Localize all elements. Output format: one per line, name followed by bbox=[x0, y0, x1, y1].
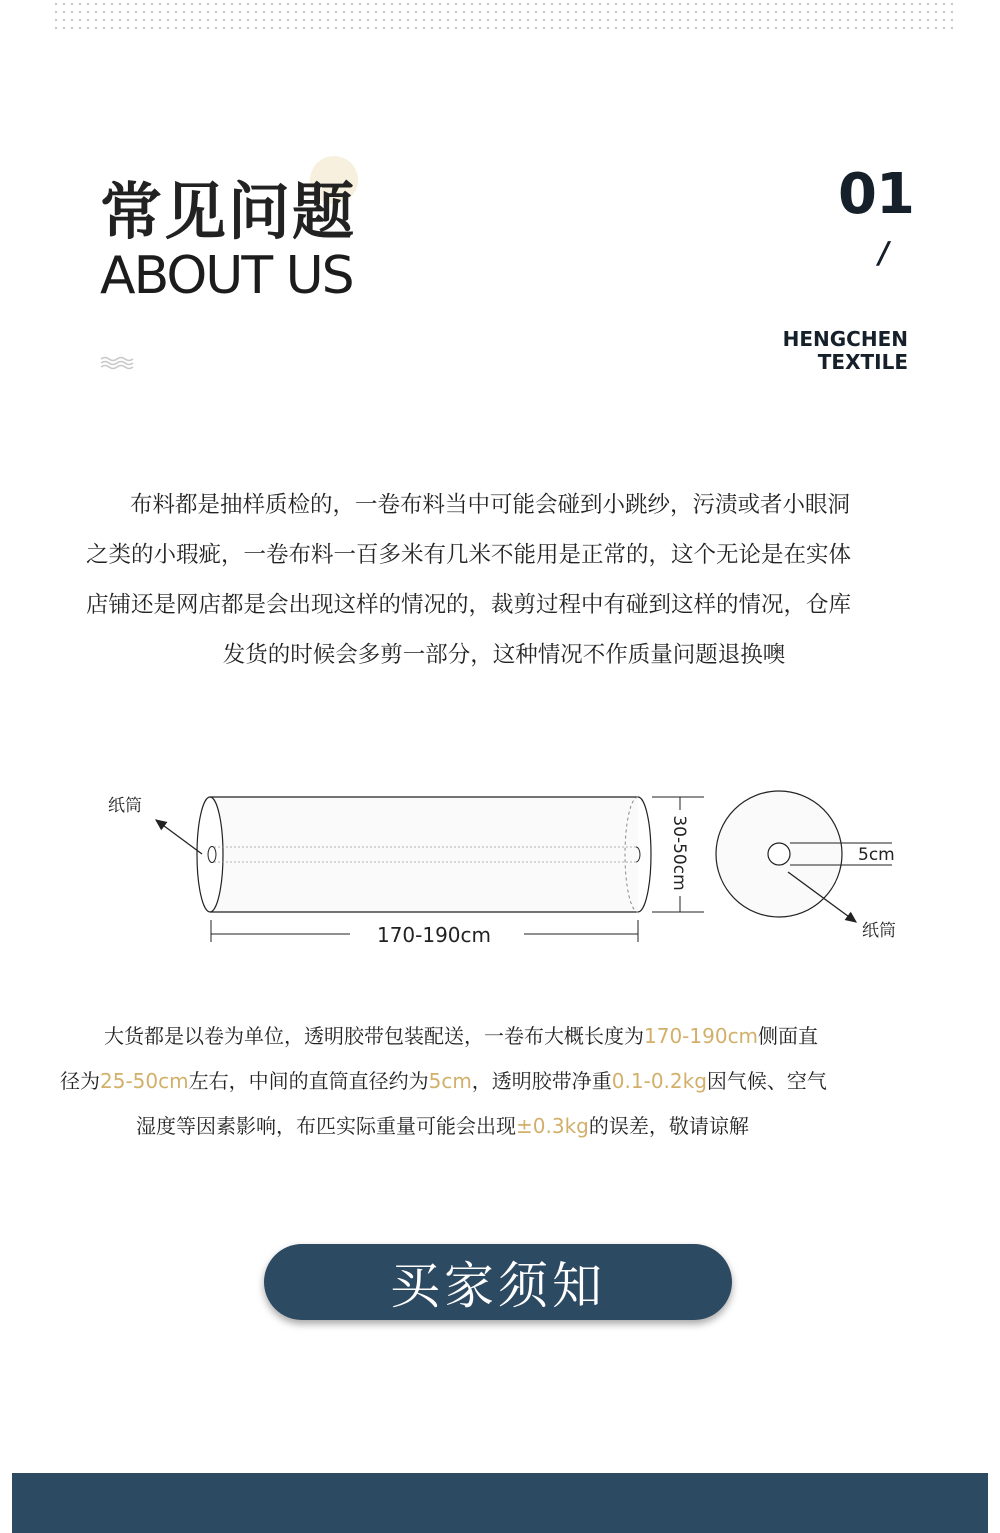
roll-side-view bbox=[156, 797, 651, 912]
specs-text: 径为 bbox=[60, 1069, 100, 1093]
weight-tolerance-value: ±0.3kg bbox=[516, 1114, 589, 1138]
specs-line bbox=[60, 1059, 900, 1104]
brand-line-2: TEXTILE bbox=[817, 350, 908, 374]
dot-pattern-decoration bbox=[52, 0, 958, 32]
specs-line bbox=[60, 1014, 900, 1059]
core-diameter-label: 5cm bbox=[858, 845, 895, 865]
length-label: 170-190cm bbox=[376, 923, 492, 947]
specs-text: 大货都是以卷为单位，透明胶带包装配送，一卷布大概长度为 bbox=[104, 1024, 644, 1048]
specs-text: 因气候、空气 bbox=[706, 1069, 827, 1093]
notice-line: 发货的时候会多剪一部分，这种情况不作质量问题退换噢 bbox=[222, 642, 786, 668]
brand-line-1: HENGCHEN bbox=[782, 327, 908, 351]
section-number-slash: / bbox=[874, 236, 893, 271]
tube-label-left: 纸筒 bbox=[108, 796, 142, 816]
roll-length-value: 170-190cm bbox=[644, 1024, 759, 1048]
bulk-specs-text bbox=[60, 1014, 900, 1149]
quality-notice bbox=[86, 480, 922, 680]
section-title-en: ABOUT US bbox=[100, 246, 353, 306]
specs-text: 湿度等因素影响，布匹实际重量可能会出现 bbox=[136, 1114, 516, 1138]
fabric-roll-diagram bbox=[0, 770, 1000, 970]
specs-text: 的误差，敬请谅解 bbox=[588, 1114, 749, 1138]
notice-line: 店铺还是网店都是会出现这样的情况的，裁剪过程中有碰到这样的情况，仓库 bbox=[86, 592, 852, 618]
section-title-cn: 常见问题 bbox=[100, 175, 357, 248]
core-diameter-value: 5cm bbox=[428, 1069, 472, 1093]
tape-weight-value: 0.1-0.2kg bbox=[611, 1069, 707, 1093]
buyer-notice-button[interactable]: 买家须知 bbox=[264, 1244, 732, 1320]
section-number: 01 bbox=[838, 162, 914, 227]
wave-decoration-icon bbox=[100, 356, 134, 370]
specs-text: 左右，中间的直筒直径约为 bbox=[188, 1069, 429, 1093]
notice-line: 之类的小瑕疵，一卷布料一百多米有几米不能用是正常的，这个无论是在实体 bbox=[86, 542, 852, 568]
tube-label-right: 纸筒 bbox=[862, 921, 896, 941]
specs-text: ，透明胶带净重 bbox=[471, 1069, 612, 1093]
footer-banner bbox=[12, 1473, 988, 1533]
roll-diameter-value: 25-50cm bbox=[100, 1069, 189, 1093]
specs-line bbox=[60, 1104, 900, 1149]
brand-name bbox=[783, 328, 908, 374]
notice-line: 布料都是抽样质检的，一卷布料当中可能会碰到小跳纱，污渍或者小眼洞 bbox=[130, 492, 851, 518]
specs-text: 侧面直 bbox=[758, 1024, 819, 1048]
diameter-label: 30-50cm bbox=[669, 815, 689, 891]
